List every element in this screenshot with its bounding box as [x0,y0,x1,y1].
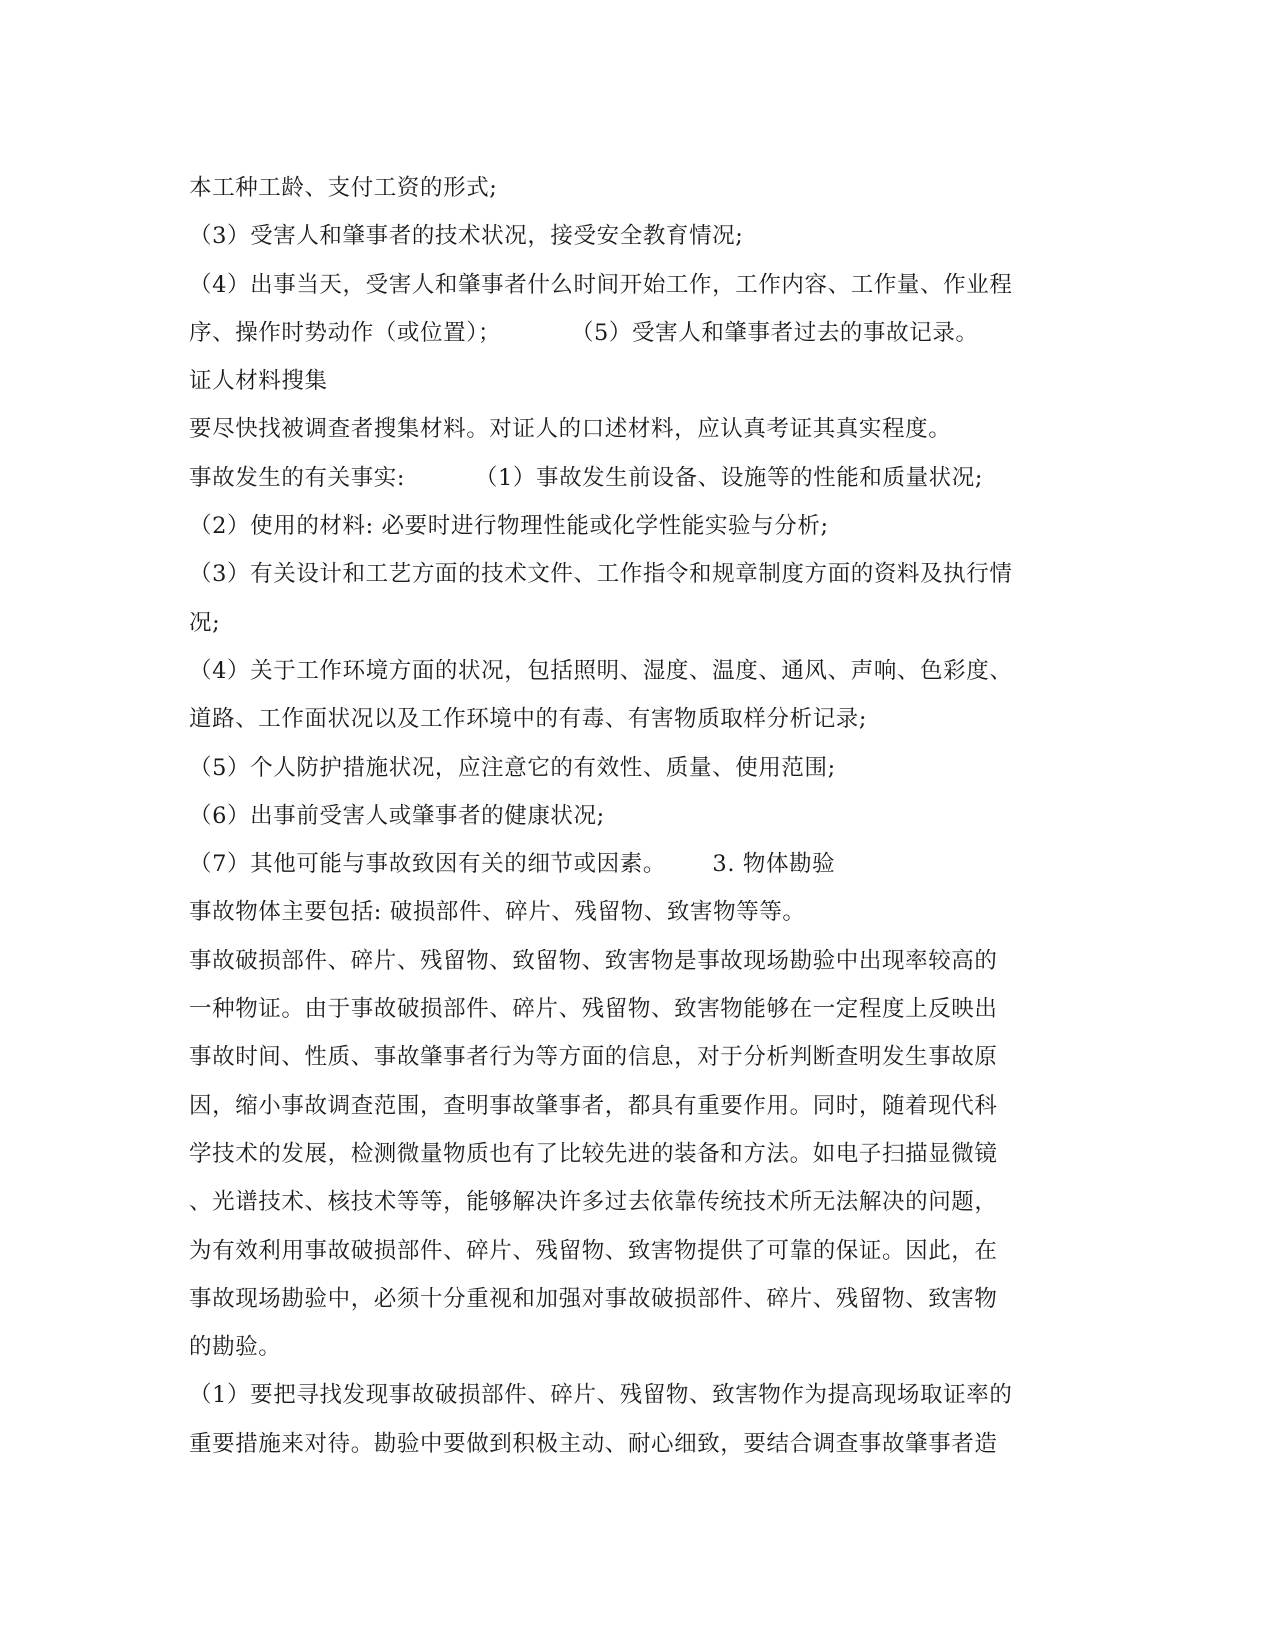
text-line: 事故现场勘验中，必须十分重视和加强对事故破损部件、碎片、残留物、致害物 [189,1285,998,1312]
text-line: 事故物体主要包括: 破损部件、碎片、残留物、致害物等等。 [189,899,806,926]
text-line: （3）有关设计和工艺方面的技术文件、工作指令和规章制度方面的资料及执行情 [189,561,1013,588]
text-line: 况; [189,609,221,636]
text-line: （4）关于工作环境方面的状况，包括照明、湿度、温度、通风、声响、色彩度、 [189,657,1013,684]
text-line: 事故发生的有关事实: （1）事故发生前设备、设施等的性能和质量状况; [189,464,984,491]
text-line: （4）出事当天，受害人和肇事者什么时间开始工作，工作内容、工作量、作业程 [189,271,1013,298]
text-line: 因，缩小事故调查范围，查明事故肇事者，都具有重要作用。同时，随着现代科 [189,1092,998,1119]
text-line: 为有效利用事故破损部件、碎片、残留物、致害物提供了可靠的保证。因此，在 [189,1237,998,1264]
text-line: 要尽快找被调查者搜集材料。对证人的口述材料，应认真考证其真实程度。 [189,416,952,443]
text-line: 、光谱技术、核技术等等，能够解决许多过去依靠传统技术所无法解决的问题， [189,1189,998,1216]
text-line: 序、操作时势动作（或位置）； （5）受害人和肇事者过去的事故记录。 [189,319,979,346]
text-line: （3）受害人和肇事者的技术状况，接受安全教育情况; [189,223,744,250]
text-line: 事故时间、性质、事故肇事者行为等方面的信息，对于分析判断查明发生事故原 [189,1044,998,1071]
text-line: 事故破损部件、碎片、残留物、致留物、致害物是事故现场勘验中出现率较高的 [189,947,998,974]
text-line: （6）出事前受害人或肇事者的健康状况; [189,802,605,829]
text-line: 道路、工作面状况以及工作环境中的有毒、有害物质取样分析记录; [189,706,868,733]
text-line: （5）个人防护措施状况，应注意它的有效性、质量、使用范围; [189,754,836,781]
text-line: （2）使用的材料: 必要时进行物理性能或化学性能实验与分析; [189,513,829,540]
text-line: （1）要把寻找发现事故破损部件、碎片、残留物、致害物作为提高现场取证率的 [189,1382,1013,1409]
text-line: 本工种工龄、支付工资的形式; [189,175,498,201]
text-line: （7）其他可能与事故致因有关的细节或因素。 3. 物体勘验 [189,851,836,878]
text-line: 一种物证。由于事故破损部件、碎片、残留物、致害物能够在一定程度上反映出 [189,996,998,1023]
section-heading: 证人材料搜集 [189,368,328,395]
document-body [189,164,1089,1468]
text-line: 重要措施来对待。勘验中要做到积极主动、耐心细致，要结合调查事故肇事者造 [189,1430,998,1457]
text-line: 的勘验。 [189,1334,282,1361]
text-line: 学技术的发展，检测微量物质也有了比较先进的装备和方法。如电子扫描显微镜 [189,1140,998,1167]
